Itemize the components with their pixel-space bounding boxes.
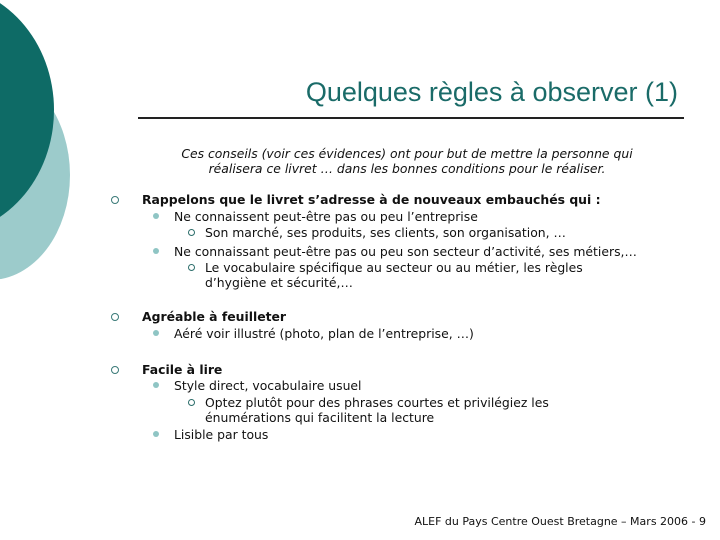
intro-text	[134, 146, 680, 176]
sub-bullet-circle-icon	[188, 264, 195, 271]
sub-bullet-text: d’hygiène et sécurité,…	[205, 275, 353, 290]
bullet-dot-icon	[153, 248, 159, 254]
section-bullet-icon	[111, 313, 119, 321]
bullet-dot-icon	[153, 431, 159, 437]
bullet-dot-icon	[153, 213, 159, 219]
sub-bullet-text: Son marché, ses produits, ses clients, son organisation, …	[205, 225, 566, 240]
title-divider	[138, 117, 684, 119]
sub-bullet-text: Optez plutôt pour des phrases courtes et privilégiez les	[205, 395, 549, 410]
bullet-text: Ne connaissant peut-être pas ou peu son secteur d’activité, ses métiers,…	[174, 244, 637, 259]
bullet-text: Aéré voir illustré (photo, plan de l’entreprise, …)	[174, 326, 474, 341]
bullet-dot-icon	[153, 382, 159, 388]
intro-line: Ces conseils (voir ces évidences) ont pour but de mettre la personne qui	[181, 146, 633, 161]
bullet-dot-icon	[153, 330, 159, 336]
intro-line: réalisera ce livret … dans les bonnes conditions pour le réaliser.	[208, 161, 606, 176]
section-heading: Agréable à feuilleter	[142, 309, 287, 324]
sub-bullet-circle-icon	[188, 229, 195, 236]
section-bullet-icon	[111, 366, 119, 374]
sub-bullet-circle-icon	[188, 399, 195, 406]
section-heading: Rappelons que le livret s’adresse à de nouveaux embauchés qui :	[142, 192, 601, 207]
bullet-text: Style direct, vocabulaire usuel	[174, 378, 362, 393]
section-bullet-icon	[111, 196, 119, 204]
bullet-text: Lisible par tous	[174, 427, 269, 442]
slide-footer: ALEF du Pays Centre Ouest Bretagne – Mars 2006 - 9	[414, 515, 706, 528]
bullet-text: Ne connaissent peut-être pas ou peu l’entreprise	[174, 209, 478, 224]
sub-bullet-text: énumérations qui facilitent la lecture	[205, 410, 435, 425]
sub-bullet-text: Le vocabulaire spécifique au secteur ou au métier, les règles	[205, 260, 583, 275]
section-heading: Facile à lire	[142, 362, 223, 377]
slide-title: Quelques règles à observer (1)	[305, 77, 678, 107]
